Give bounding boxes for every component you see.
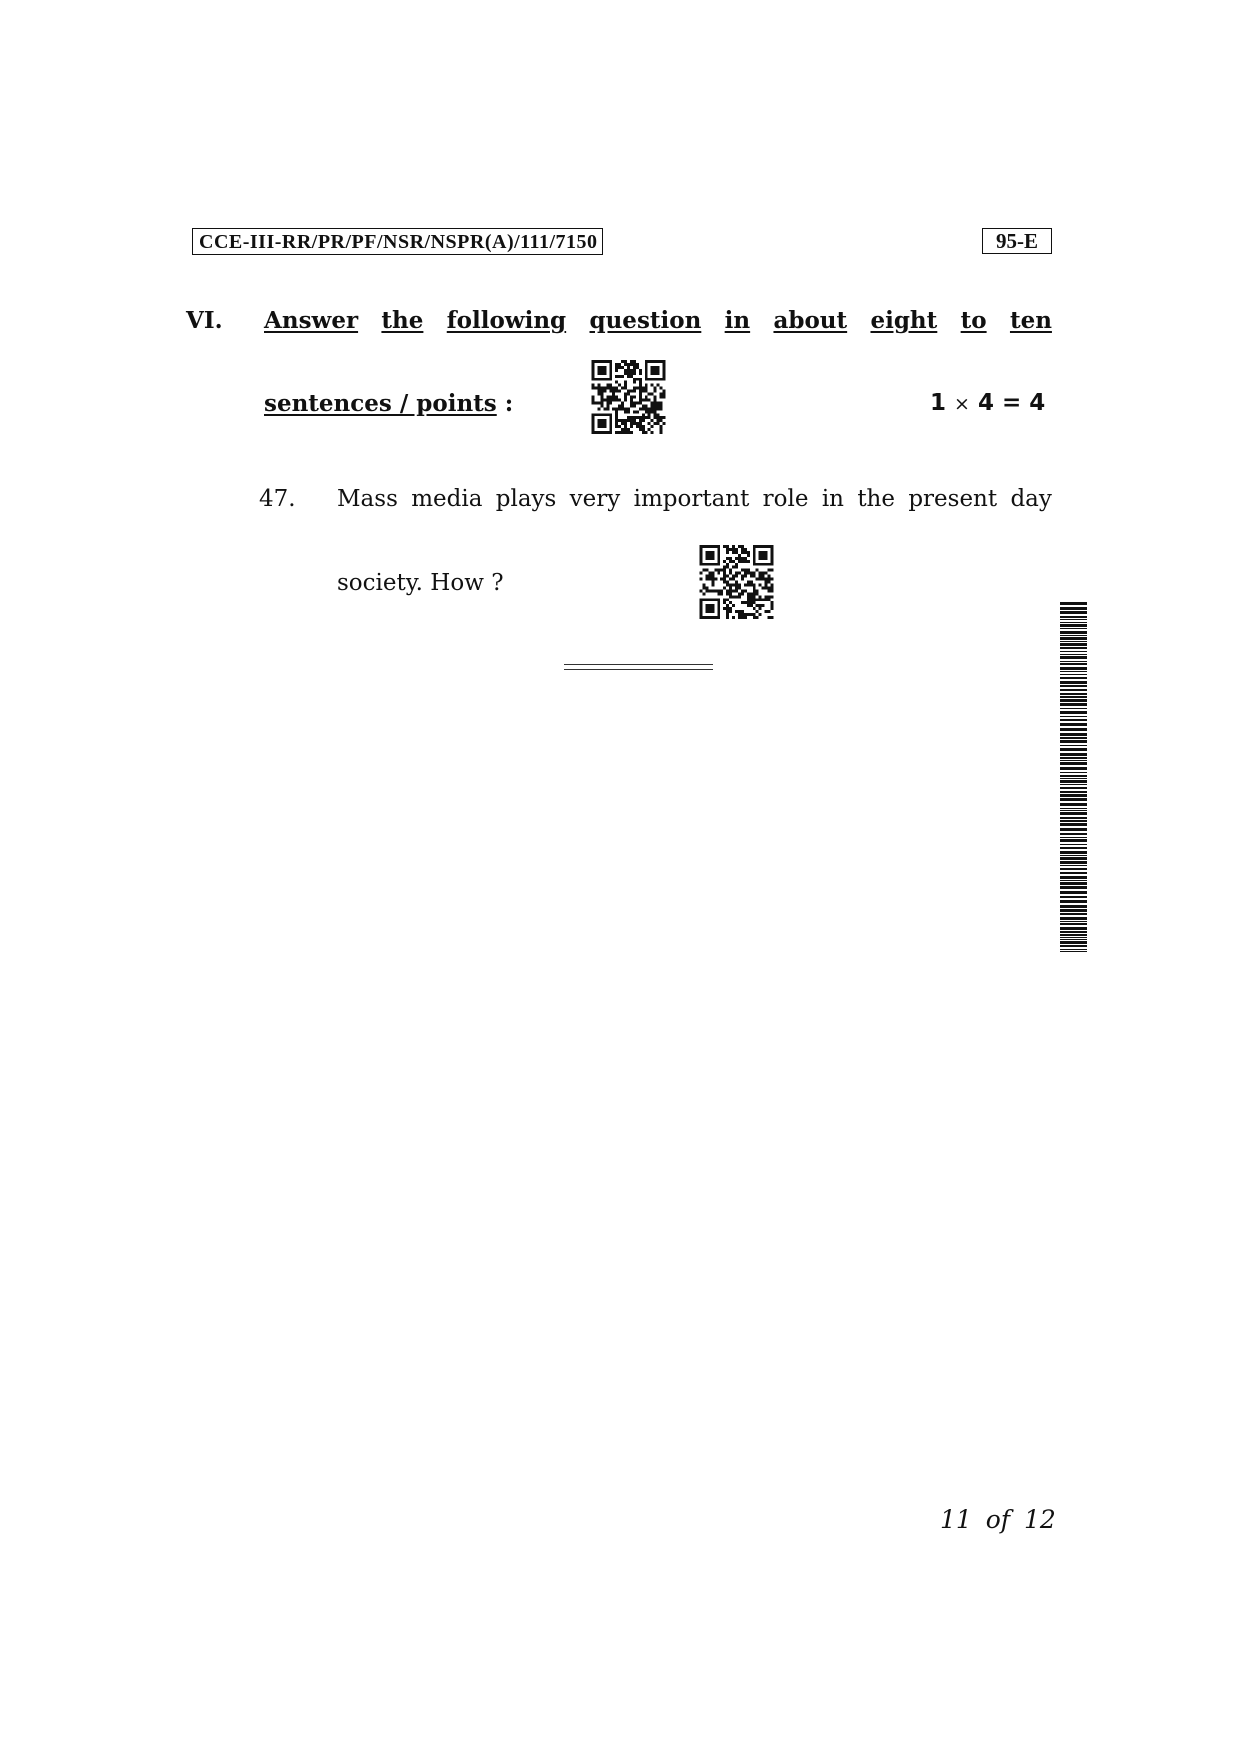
question-word: Mass <box>337 486 398 512</box>
instruction-word: ten <box>1009 307 1052 334</box>
question-word: role <box>762 486 809 512</box>
qr-code-icon <box>590 360 667 434</box>
end-divider <box>564 664 713 670</box>
vertical-barcode-icon <box>1060 602 1087 952</box>
question-word: present <box>908 486 998 512</box>
exam-code: CCE-III-RR/PR/PF/NSR/NSPR(A)/111/7150 <box>192 228 603 255</box>
instruction-word: Answer <box>264 307 359 334</box>
instruction-colon: : <box>504 390 514 417</box>
instruction-word: eight <box>870 307 938 334</box>
instruction-word: the <box>381 307 424 334</box>
instruction-line2: sentences / points <box>264 390 497 417</box>
marks-times: × <box>954 393 970 415</box>
instruction-word: following <box>446 307 567 334</box>
section-marks <box>930 390 1045 416</box>
instruction-word: about <box>773 307 848 334</box>
instruction-word: question <box>589 307 702 334</box>
marks-total: 4 = 4 <box>977 390 1046 416</box>
marks-count: 1 <box>930 390 947 416</box>
question-word: important <box>633 486 750 512</box>
question-word: in <box>821 486 844 512</box>
section-number: VI. <box>186 307 223 334</box>
question-text <box>337 486 1052 512</box>
paper-code: 95-E <box>982 228 1052 254</box>
section-instruction-cont <box>264 390 513 417</box>
section-instruction <box>264 307 1052 334</box>
question-word: day <box>1010 486 1052 512</box>
instruction-word: in <box>724 307 751 334</box>
instruction-word: to <box>960 307 987 334</box>
question-number: 47. <box>259 486 296 512</box>
qr-code-icon <box>698 545 775 619</box>
question-word: very <box>569 486 621 512</box>
question-word: the <box>857 486 895 512</box>
question-text-cont: society. How ? <box>337 570 504 596</box>
page-number: 11 of 12 <box>940 1505 1056 1534</box>
question-word: plays <box>495 486 557 512</box>
question-word: media <box>411 486 483 512</box>
